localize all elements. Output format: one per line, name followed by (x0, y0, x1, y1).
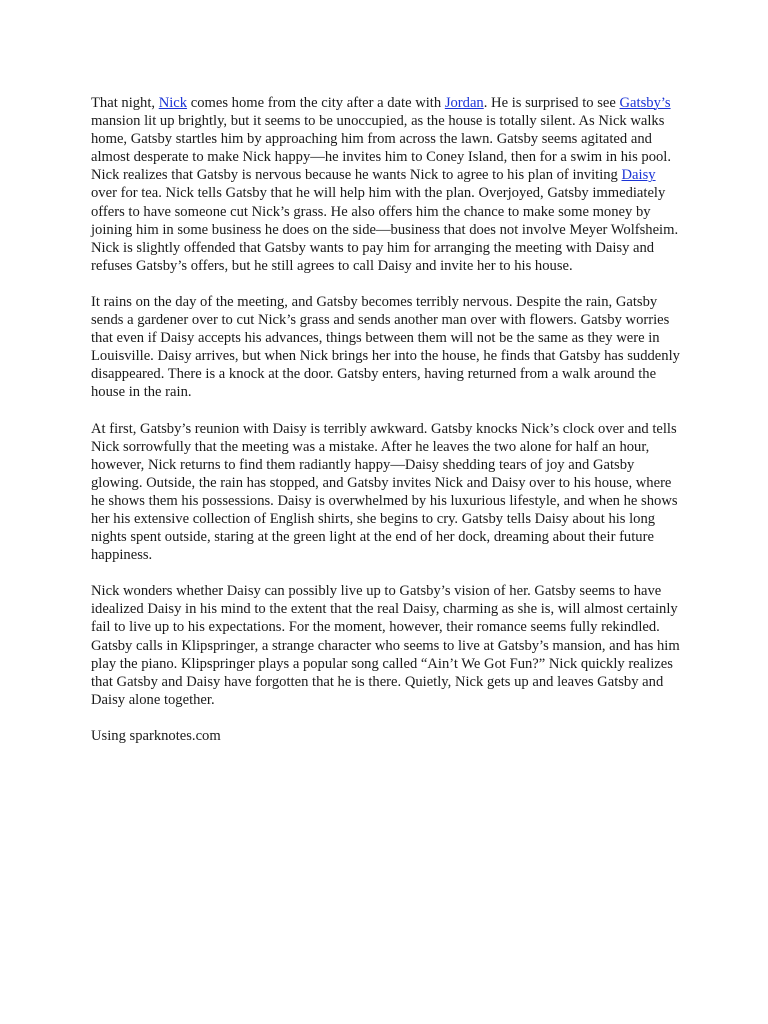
document-body (91, 94, 683, 763)
link-gatsby[interactable]: Gatsby’s (619, 95, 671, 111)
paragraph-2 (91, 293, 683, 402)
paragraph-4 (91, 582, 683, 709)
text-segment: over for tea. Nick tells Gatsby that he will help him with the plan. Overjoyed, Gatsby immediately offers to have someone cut Nick’s grass. He also offers him the chance to make some money by joining him in some business he does on the side—business that does not involve Meyer Wolfsheim. Nick is slightly offended that Gatsby wants to pay him for arranging the meeting with Daisy and refuses Gatsby’s offers, but he still agrees to call Daisy and invite her to his house. (91, 185, 679, 274)
link-nick[interactable]: Nick (158, 95, 188, 111)
text-segment: Nick wonders whether Daisy can possibly live up to Gatsby’s vision of her. Gatsby seems to have idealized Daisy in his mind to the extent that the real Daisy, charming as she is, will almost certainly fail to live up to his expectations. For the moment, however, their romance seems fully rekindled. Gatsby calls in Klipspringer, a strange character who seems to live at Gatsby’s mansion, and has him play the piano. Klipspringer plays a popular song called “Ain’t We Got Fun?” Nick quickly realizes that Gatsby and Daisy have forgotten that he is there. Quietly, Nick gets up and leaves Gatsby and Daisy alone together. (91, 583, 680, 708)
text-segment: It rains on the day of the meeting, and Gatsby becomes terribly nervous. Despite the rain, Gatsby sends a gardener over to cut Nick’s grass and sends another man over with flowers. Gatsby worries that even if Daisy accepts his advances, things between them will not be the same as they were in Louisville. Daisy arrives, but when Nick brings her into the house, he finds that Gatsby has suddenly disappeared. There is a knock at the door. Gatsby enters, having returned from a walk around the house in the rain. (91, 293, 680, 401)
text-segment: That night, (91, 95, 159, 111)
paragraph-3 (91, 420, 683, 565)
paragraph-1 (91, 94, 683, 275)
text-segment: comes home from the city after a date with (187, 95, 445, 111)
link-daisy[interactable]: Daisy (621, 167, 656, 184)
text-segment: At first, Gatsby’s reunion with Daisy is terribly awkward. Gatsby knocks Nick’s clock over and tells Nick sorrowfully that the meeting was a mistake. After he leaves the two alone for half an hour, however, Nick returns to find them radiantly happy—Daisy shedding tears of joy and Gatsby glowing. Outside, the rain has stopped, and Gatsby invites Nick and Daisy over to his house, where he shows them his possessions. Daisy is overwhelmed by his luxurious lifestyle, and when he shows her his extensive collection of English shirts, she begins to cry. Gatsby tells Daisy about his long nights spent outside, staring at the green light at the end of her dock, dreaming about their future happiness. (91, 420, 678, 564)
text-segment: Using sparknotes.com (91, 727, 221, 744)
link-jordan[interactable]: Jordan (444, 95, 484, 111)
source-note (91, 727, 683, 745)
text-segment: mansion lit up brightly, but it seems to be unoccupied, as the house is totally silent. As Nick walks home, Gatsby startles him by approaching him from across the lawn. Gatsby seems agitated and almost desperate to make Nick happy—he invites him to Coney Island, then for a swim in his pool. Nick realizes that Gatsby is nervous because he wants Nick to agree to his plan of inviting (91, 113, 671, 184)
text-segment: . He is surprised to see (483, 95, 620, 111)
